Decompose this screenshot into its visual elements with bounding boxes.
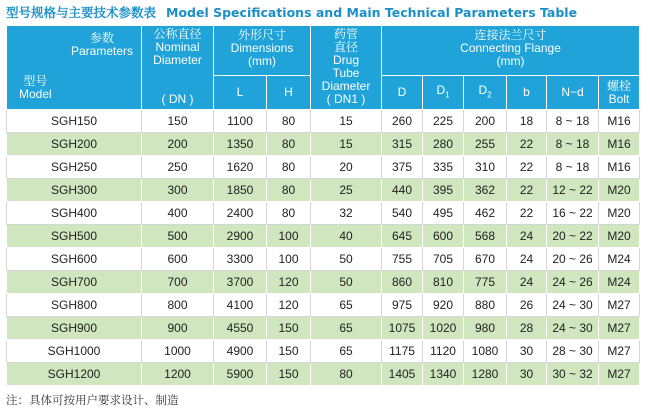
cell-flange-n-d: 12 ~ 22 [547,179,599,202]
cell-nominal-dn: 400 [142,202,214,225]
header-drug-tube-diameter: 药管 直径 Drug Tube Diameter ( DN1 ) [311,26,382,110]
cell-nominal-dn: 1200 [142,363,214,386]
cell-flange-d: 440 [382,179,423,202]
header-connecting-flange: 连接法兰尺寸 Connecting Flange (mm) [382,26,640,76]
cell-flange-n-d: 24 ~ 30 [547,294,599,317]
cell-model: SGH600 [7,248,142,271]
cell-length-l: 3300 [214,248,267,271]
cell-flange-d2: 1080 [464,340,507,363]
cell-flange-d: 1075 [382,317,423,340]
cell-length-l: 2400 [214,202,267,225]
cell-flange-d2: 670 [464,248,507,271]
cell-bolt: M16 [599,110,640,133]
table-row [7,225,640,248]
cell-nominal-dn: 1000 [142,340,214,363]
cell-model: SGH800 [7,294,142,317]
cell-flange-d: 860 [382,271,423,294]
cell-model: SGH500 [7,225,142,248]
cell-flange-b: 28 [507,317,547,340]
cell-length-l: 1620 [214,156,267,179]
cell-flange-b: 24 [507,248,547,271]
cell-height-h: 150 [267,340,311,363]
cell-bolt: M20 [599,225,640,248]
table-row [7,317,640,340]
cell-flange-d: 645 [382,225,423,248]
cell-flange-b: 22 [507,133,547,156]
cell-flange-n-d: 20 ~ 22 [547,225,599,248]
table-title [6,4,577,22]
cell-model: SGH200 [7,133,142,156]
cell-length-l: 1350 [214,133,267,156]
cell-flange-b: 26 [507,294,547,317]
cell-nominal-dn: 250 [142,156,214,179]
table-title-en: Model Specifications and Main Technical Parameters Table [166,5,578,20]
header-col-L: L [214,76,267,110]
cell-length-l: 1850 [214,179,267,202]
cell-flange-d: 260 [382,110,423,133]
cell-model: SGH900 [7,317,142,340]
cell-flange-b: 30 [507,340,547,363]
cell-nominal-dn: 200 [142,133,214,156]
cell-length-l: 4100 [214,294,267,317]
header-col-b: b [507,76,547,110]
cell-flange-d2: 200 [464,110,507,133]
cell-bolt: M27 [599,294,640,317]
cell-flange-d1: 335 [423,156,464,179]
cell-height-h: 80 [267,156,311,179]
cell-flange-d1: 225 [423,110,464,133]
cell-flange-n-d: 8 ~ 18 [547,133,599,156]
cell-bolt: M24 [599,248,640,271]
cell-flange-d1: 1340 [423,363,464,386]
cell-model: SGH400 [7,202,142,225]
cell-flange-b: 24 [507,225,547,248]
table-row [7,363,640,386]
cell-length-l: 5900 [214,363,267,386]
cell-height-h: 100 [267,225,311,248]
header-col-D1: $D_1$ [423,76,464,110]
spec-table-body [7,110,640,386]
cell-flange-n-d: 30 ~ 32 [547,363,599,386]
cell-flange-b: 18 [507,110,547,133]
cell-length-l: 4900 [214,340,267,363]
cell-flange-d: 375 [382,156,423,179]
cell-model: SGH700 [7,271,142,294]
cell-bolt: M16 [599,156,640,179]
cell-bolt: M20 [599,202,640,225]
header-param-model [7,26,142,110]
cell-bolt: M27 [599,340,640,363]
cell-drug-tube-dn1: 32 [311,202,382,225]
cell-height-h: 80 [267,202,311,225]
cell-height-h: 80 [267,179,311,202]
header-col-nd: N−d [547,76,599,110]
cell-flange-n-d: 20 ~ 26 [547,248,599,271]
cell-bolt: M20 [599,179,640,202]
cell-nominal-dn: 500 [142,225,214,248]
cell-flange-n-d: 24 ~ 26 [547,271,599,294]
table-title-cn: 型号规格与主要技术参数表 [6,5,157,20]
cell-drug-tube-dn1: 80 [311,363,382,386]
cell-nominal-dn: 150 [142,110,214,133]
cell-height-h: 120 [267,271,311,294]
cell-drug-tube-dn1: 15 [311,133,382,156]
cell-drug-tube-dn1: 25 [311,179,382,202]
cell-flange-d: 540 [382,202,423,225]
cell-height-h: 80 [267,133,311,156]
cell-flange-d1: 395 [423,179,464,202]
cell-drug-tube-dn1: 65 [311,294,382,317]
header-model: 型号 Model [19,74,52,101]
cell-height-h: 80 [267,110,311,133]
cell-height-h: 120 [267,294,311,317]
cell-height-h: 100 [267,248,311,271]
header-nominal-diameter: 公称直径 Nominal Diameter ( DN ) [142,26,214,110]
cell-flange-n-d: 28 ~ 30 [547,340,599,363]
cell-flange-b: 22 [507,202,547,225]
table-row [7,179,640,202]
cell-flange-d1: 495 [423,202,464,225]
cell-length-l: 3700 [214,271,267,294]
cell-nominal-dn: 800 [142,294,214,317]
cell-flange-d1: 920 [423,294,464,317]
cell-flange-n-d: 16 ~ 22 [547,202,599,225]
cell-flange-d2: 880 [464,294,507,317]
table-row [7,202,640,225]
cell-bolt: M27 [599,363,640,386]
table-row [7,133,640,156]
cell-nominal-dn: 600 [142,248,214,271]
cell-flange-d1: 1120 [423,340,464,363]
cell-flange-d: 1405 [382,363,423,386]
cell-drug-tube-dn1: 40 [311,225,382,248]
cell-flange-d1: 1020 [423,317,464,340]
cell-flange-d1: 810 [423,271,464,294]
cell-bolt: M16 [599,133,640,156]
header-col-D: D [382,76,423,110]
cell-flange-b: 30 [507,363,547,386]
cell-flange-d2: 1280 [464,363,507,386]
cell-flange-b: 24 [507,271,547,294]
cell-model: SGH1000 [7,340,142,363]
cell-nominal-dn: 700 [142,271,214,294]
cell-flange-d2: 362 [464,179,507,202]
cell-length-l: 4550 [214,317,267,340]
table-row [7,340,640,363]
header-dimensions: 外形尺寸 Dimensions (mm) [214,26,311,76]
cell-flange-d: 315 [382,133,423,156]
cell-model: SGH300 [7,179,142,202]
cell-flange-d2: 775 [464,271,507,294]
cell-flange-d2: 568 [464,225,507,248]
cell-drug-tube-dn1: 50 [311,248,382,271]
cell-bolt: M24 [599,271,640,294]
cell-flange-d2: 310 [464,156,507,179]
cell-flange-d2: 980 [464,317,507,340]
cell-flange-d1: 705 [423,248,464,271]
header-parameters: 参数 Parameters [70,31,133,58]
cell-model: SGH250 [7,156,142,179]
cell-drug-tube-dn1: 65 [311,317,382,340]
cell-model: SGH1200 [7,363,142,386]
cell-flange-d1: 600 [423,225,464,248]
table-row [7,156,640,179]
cell-flange-n-d: 24 ~ 30 [547,317,599,340]
header-col-D2: $D_2$ [464,76,507,110]
cell-bolt: M27 [599,317,640,340]
header-col-H: H [267,76,311,110]
table-row [7,110,640,133]
cell-flange-d2: 255 [464,133,507,156]
cell-drug-tube-dn1: 50 [311,271,382,294]
cell-length-l: 2900 [214,225,267,248]
cell-flange-d: 755 [382,248,423,271]
cell-height-h: 150 [267,317,311,340]
cell-nominal-dn: 900 [142,317,214,340]
table-row [7,271,640,294]
cell-flange-n-d: 8 ~ 18 [547,110,599,133]
cell-nominal-dn: 300 [142,179,214,202]
cell-flange-d2: 462 [464,202,507,225]
cell-flange-d: 1175 [382,340,423,363]
footnote: 注：具体可按用户要求设计、制造 [6,393,179,407]
cell-drug-tube-dn1: 20 [311,156,382,179]
cell-flange-b: 22 [507,179,547,202]
cell-drug-tube-dn1: 65 [311,340,382,363]
cell-flange-d1: 280 [423,133,464,156]
cell-length-l: 1100 [214,110,267,133]
cell-drug-tube-dn1: 15 [311,110,382,133]
spec-table [6,25,640,386]
cell-height-h: 150 [267,363,311,386]
table-row [7,294,640,317]
cell-flange-d: 975 [382,294,423,317]
cell-model: SGH150 [7,110,142,133]
cell-flange-b: 22 [507,156,547,179]
table-row [7,248,640,271]
header-col-bolt: 螺栓 Bolt [599,76,640,110]
cell-flange-n-d: 8 ~ 18 [547,156,599,179]
